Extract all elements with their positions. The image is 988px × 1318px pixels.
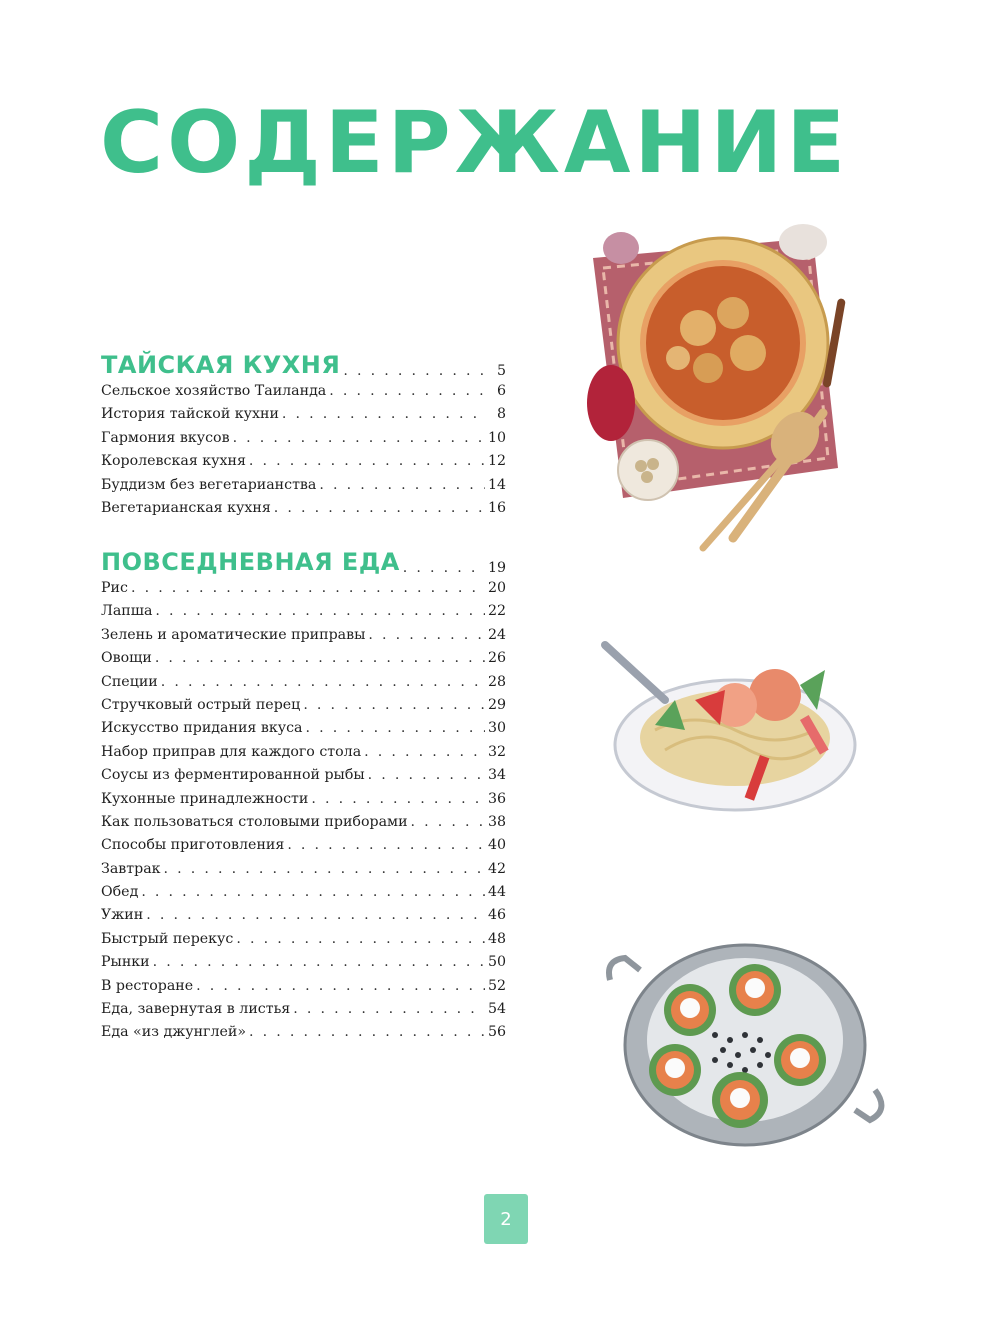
dot-leader	[249, 453, 485, 469]
section-title: ПОВСЕДНЕВНАЯ ЕДА	[101, 548, 400, 576]
toc-entry-page-number: 48	[487, 930, 506, 947]
dot-leader	[368, 627, 485, 643]
toc-entry-title: Как пользоваться столовыми приборами	[101, 813, 408, 830]
curry-dish-illustration	[583, 218, 853, 553]
toc-entry-title: В ресторане	[101, 977, 194, 994]
dot-leader	[141, 884, 485, 900]
toc-entry-title: Искусство придания вкуса	[101, 720, 303, 737]
toc-entry-page-number: 16	[487, 499, 506, 516]
toc-entry-page-number: 14	[487, 476, 506, 493]
toc-entry-title: Гармония вкусов	[101, 429, 230, 446]
toc-entry-page-number: 26	[487, 650, 506, 667]
section-title: ТАЙСКАЯ КУХНЯ	[101, 351, 341, 379]
toc-entry[interactable]	[101, 861, 506, 884]
dot-leader	[303, 697, 485, 713]
dot-leader	[164, 861, 485, 877]
toc-entry-title: История тайской кухни	[101, 406, 279, 423]
toc-entry-title: Ужин	[101, 907, 144, 924]
toc-entry[interactable]	[101, 627, 506, 650]
toc-entry-title: Специи	[101, 673, 158, 690]
toc-entry-page-number: 28	[487, 673, 506, 690]
steamer-pot-illustration	[605, 940, 885, 1165]
toc-entry-title: Набор приправ для каждого стола	[101, 743, 362, 760]
toc-entry[interactable]	[101, 907, 506, 930]
toc-entry[interactable]	[101, 580, 506, 603]
dot-leader	[274, 500, 485, 516]
toc-entry-title: Способы приготовления	[101, 837, 285, 854]
toc-entry[interactable]	[101, 978, 506, 1001]
dot-leader	[411, 814, 485, 830]
toc-entry-page-number: 8	[496, 406, 506, 423]
toc-entry-title: Овощи	[101, 650, 152, 667]
toc-entry-title: Сельское хозяйство Таиланда	[101, 383, 327, 399]
dot-leader	[153, 954, 485, 970]
toc-entry[interactable]	[101, 697, 506, 720]
toc-entry-title: Лапша	[101, 603, 153, 620]
toc-entry-page-number: 6	[496, 383, 506, 399]
toc-entry-title: Обед	[101, 884, 139, 901]
dot-leader	[146, 907, 485, 923]
dot-leader	[249, 1024, 485, 1040]
toc-entry-page-number: 12	[487, 453, 506, 470]
toc-entry-title: Стручковый острый перец	[101, 696, 301, 713]
toc-entry[interactable]	[101, 650, 506, 673]
toc-entry[interactable]	[101, 674, 506, 697]
dot-leader	[282, 406, 485, 422]
toc-entry[interactable]	[101, 884, 506, 907]
toc-entry-page-number: 32	[487, 743, 506, 760]
toc-entry-page-number: 42	[487, 860, 506, 877]
dot-leader	[311, 791, 485, 807]
toc-section-everyday-food	[101, 540, 506, 1048]
noodle-dish-illustration	[595, 630, 865, 820]
toc-entry[interactable]	[101, 791, 506, 814]
toc-entry-page-number: 24	[487, 626, 506, 643]
toc-entry[interactable]	[101, 453, 506, 476]
toc-entry[interactable]	[101, 477, 506, 500]
toc-entry[interactable]	[101, 837, 506, 860]
dot-leader	[155, 650, 485, 666]
toc-entry-page-number: 10	[487, 429, 506, 446]
toc-entry-page-number: 54	[487, 1001, 506, 1018]
toc-entry[interactable]	[101, 1001, 506, 1024]
toc-entry-title: Королевская кухня	[101, 453, 246, 470]
toc-entry-page-number: 46	[487, 907, 506, 924]
toc-entry-page-number: 56	[487, 1024, 506, 1041]
dot-leader	[287, 837, 485, 853]
toc-entry-title: Кухонные принадлежности	[101, 790, 309, 807]
toc-entry-title: Еда, завернутая в листья	[101, 1001, 291, 1018]
toc-entry-page-number: 36	[487, 790, 506, 807]
dot-leader	[196, 978, 485, 994]
section-page-number: 19	[487, 560, 506, 576]
toc-entry-title: Зелень и ароматические приправы	[101, 626, 366, 643]
toc-section-thai-cuisine	[101, 343, 506, 523]
dot-leader	[233, 430, 485, 446]
dot-leader	[368, 767, 485, 783]
toc-entry[interactable]	[101, 931, 506, 954]
toc-entry-title: Рынки	[101, 954, 150, 971]
toc-entry[interactable]	[101, 430, 506, 453]
toc-entry-title: Соусы из ферментированной рыбы	[101, 767, 365, 784]
page-title: СОДЕРЖАНИЕ	[100, 93, 850, 193]
toc-entry-title: Быстрый перекус	[101, 930, 234, 947]
toc-section-heading[interactable]	[101, 540, 506, 580]
dot-leader	[364, 744, 485, 760]
page-number-badge: 2	[484, 1194, 528, 1244]
toc-entry-title: Рис	[101, 580, 128, 596]
toc-entry[interactable]	[101, 814, 506, 837]
dot-leader	[329, 383, 485, 399]
dot-leader	[155, 603, 485, 619]
toc-entry-page-number: 30	[487, 720, 506, 737]
dot-leader	[343, 363, 485, 379]
toc-entry[interactable]	[101, 720, 506, 743]
toc-entry-page-number: 40	[487, 837, 506, 854]
toc-section-heading[interactable]	[101, 343, 506, 383]
toc-entry[interactable]	[101, 1024, 506, 1047]
toc-entry-title: Вегетарианская кухня	[101, 499, 271, 516]
dot-leader	[131, 580, 485, 596]
toc-entry-page-number: 34	[487, 767, 506, 784]
toc-entry-page-number: 52	[487, 977, 506, 994]
toc-entry[interactable]	[101, 500, 506, 523]
toc-entry-title: Еда «из джунглей»	[101, 1024, 247, 1041]
toc-entry-page-number: 50	[487, 954, 506, 971]
toc-entry[interactable]	[101, 603, 506, 626]
toc-entry-page-number: 22	[487, 603, 506, 620]
dot-leader	[161, 674, 485, 690]
toc-entry[interactable]	[101, 767, 506, 790]
section-page-number: 5	[496, 363, 506, 379]
toc-entry-title: Буддизм без вегетарианства	[101, 476, 317, 493]
toc-entry-page-number: 44	[487, 884, 506, 901]
dot-leader	[319, 477, 485, 493]
toc-entry[interactable]	[101, 954, 506, 977]
dot-leader	[305, 720, 484, 736]
toc-entry-page-number: 20	[487, 580, 506, 596]
toc-entry[interactable]	[101, 406, 506, 429]
toc-entry[interactable]	[101, 383, 506, 406]
dot-leader	[236, 931, 485, 947]
dot-leader	[293, 1001, 485, 1017]
toc-entry-title: Завтрак	[101, 860, 161, 877]
dot-leader	[403, 560, 485, 576]
toc-entry-page-number: 29	[487, 696, 506, 713]
toc-entry[interactable]	[101, 744, 506, 767]
toc-entry-page-number: 38	[487, 813, 506, 830]
